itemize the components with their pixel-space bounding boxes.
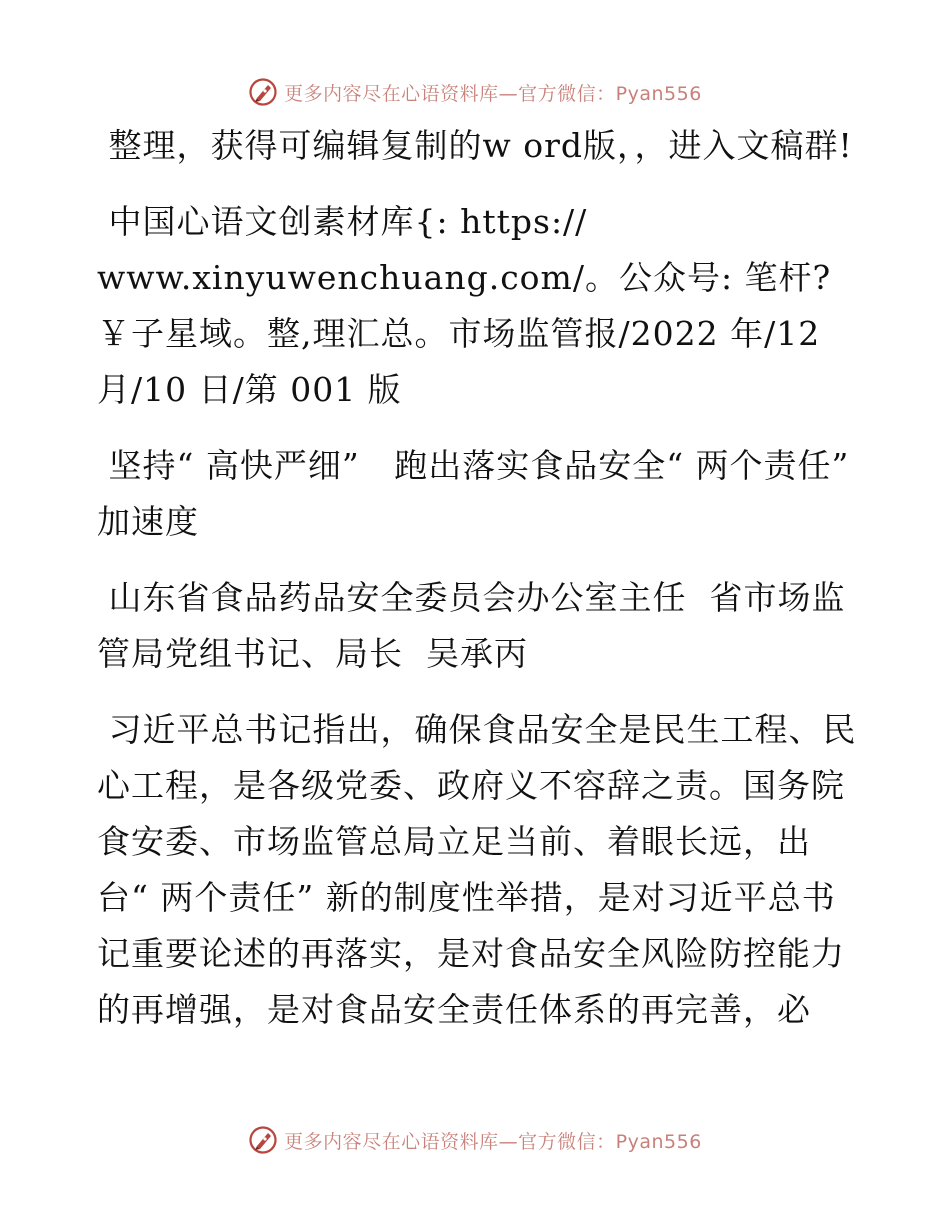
body-paragraph: 习近平总书记指出，确保食品安全是民生工程、民心工程，是各级党委、政府义不容辞之责。国务院食安委、市场监管总局立足当前、着眼长远，出台“ 两个责任” 新的制度性举措，是对习近平总书记重要论述的再落实，是对食品安全风险防控能力的再增强，是对食品安全责任体系的再完善，必: [97, 710, 857, 1029]
footer-watermark: [0, 1120, 950, 1160]
pen-logo-icon: [248, 1125, 278, 1155]
watermark-text: 更多内容尽在心语资料库—官方微信：Pyan556: [284, 82, 702, 105]
document-body: [97, 118, 861, 1038]
source-paragraph: 中国心语文创素材库{: https:// www.xinyuwenchuang.com/。公众号: 笔杆?￥子星域。整,理汇总。市场监管报/2022 年/12 月/10 日/第 001 版: [97, 202, 832, 409]
article-title: 坚持“ 高快严细” 跑出落实食品安全“ 两个责任” 加速度: [97, 446, 861, 541]
intro-paragraph: 整理，获得可编辑复制的w ord版，，进入文稿群!: [97, 126, 853, 165]
pen-logo-icon: [248, 77, 278, 107]
header-watermark: [0, 72, 950, 112]
watermark-text: 更多内容尽在心语资料库—官方微信：Pyan556: [284, 1130, 702, 1153]
author-line: 山东省食品药品安全委员会办公室主任 省市场监管局党组书记、局长 吴承丙: [97, 578, 846, 673]
